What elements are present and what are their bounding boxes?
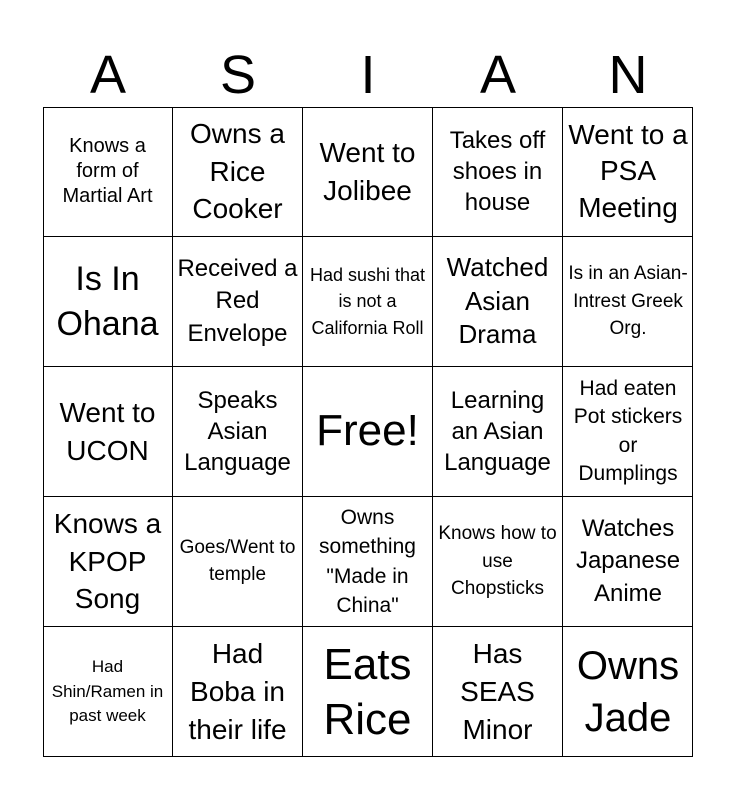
bingo-cell-text: Free!	[316, 406, 419, 456]
bingo-cell[interactable]	[43, 107, 173, 237]
bingo-grid	[43, 107, 693, 757]
bingo-cell-text: Owns something "Made in China"	[319, 505, 416, 617]
bingo-cell[interactable]	[173, 497, 303, 627]
bingo-cell[interactable]	[563, 367, 693, 497]
bingo-cell[interactable]	[173, 237, 303, 367]
bingo-cell[interactable]	[563, 107, 693, 237]
bingo-cell-text: Owns a Rice Cooker	[190, 117, 285, 225]
bingo-cell-text: Owns Jade	[576, 644, 680, 740]
bingo-cell[interactable]	[43, 627, 173, 757]
bingo-cell[interactable]	[173, 627, 303, 757]
bingo-cell-text: Had Shin/Ramen in past week	[51, 657, 164, 726]
bingo-cell-text: Goes/Went to temple	[179, 536, 296, 585]
bingo-cell[interactable]	[173, 107, 303, 237]
bingo-header	[43, 42, 693, 108]
bingo-cell[interactable]	[43, 237, 173, 367]
bingo-cell[interactable]	[433, 367, 563, 497]
bingo-cell[interactable]	[563, 497, 693, 627]
bingo-cell-text: Went to a PSA Meeting	[568, 118, 688, 223]
bingo-cell-text: Eats Rice	[323, 640, 412, 744]
header-letter: A	[89, 45, 127, 105]
bingo-cell[interactable]	[433, 627, 563, 757]
bingo-cell[interactable]	[303, 627, 433, 757]
bingo-cell-text: Had Boba in their life	[188, 638, 287, 745]
bingo-cell[interactable]	[173, 367, 303, 497]
header-letter: S	[219, 45, 257, 105]
bingo-cell[interactable]	[303, 367, 433, 497]
bingo-cell-text: Has SEAS Minor	[460, 638, 535, 745]
bingo-cell-text: Went to UCON	[59, 396, 156, 466]
bingo-cell-text: Had eaten Pot stickers or Dumplings	[573, 376, 683, 485]
header-letter: N	[608, 45, 648, 105]
bingo-cell[interactable]	[43, 367, 173, 497]
bingo-cell[interactable]	[563, 237, 693, 367]
bingo-cell-text: Watches Japanese Anime	[575, 514, 681, 607]
bingo-cell[interactable]	[433, 237, 563, 367]
bingo-cell-text: Had sushi that is not a California Roll	[309, 265, 426, 338]
bingo-cell[interactable]	[563, 627, 693, 757]
bingo-cell-text: Learning an Asian Language	[444, 386, 551, 477]
bingo-cell[interactable]	[303, 237, 433, 367]
header-letter: A	[479, 45, 517, 105]
bingo-cell-text: Watched Asian Drama	[446, 251, 549, 350]
bingo-cell-text: Received a Red Envelope	[177, 254, 298, 347]
bingo-cell-text: Knows how to use Chopsticks	[438, 523, 557, 600]
bingo-cell-text: Takes off shoes in house	[449, 126, 546, 217]
bingo-cell[interactable]	[303, 497, 433, 627]
bingo-cell-text: Is in an Asian-Intrest Greek Org.	[568, 263, 688, 340]
header-letter: I	[360, 45, 376, 105]
bingo-cell-text: Went to Jolibee	[319, 136, 416, 206]
bingo-cell[interactable]	[303, 107, 433, 237]
bingo-cell[interactable]	[43, 497, 173, 627]
bingo-cell[interactable]	[433, 497, 563, 627]
bingo-cell-text: Speaks Asian Language	[184, 386, 291, 477]
bingo-cell[interactable]	[433, 107, 563, 237]
bingo-cell-text: Knows a form of Martial Art	[62, 135, 153, 207]
bingo-cell-text: Knows a KPOP Song	[53, 507, 162, 615]
bingo-cell-text: Is In Ohana	[56, 260, 159, 343]
